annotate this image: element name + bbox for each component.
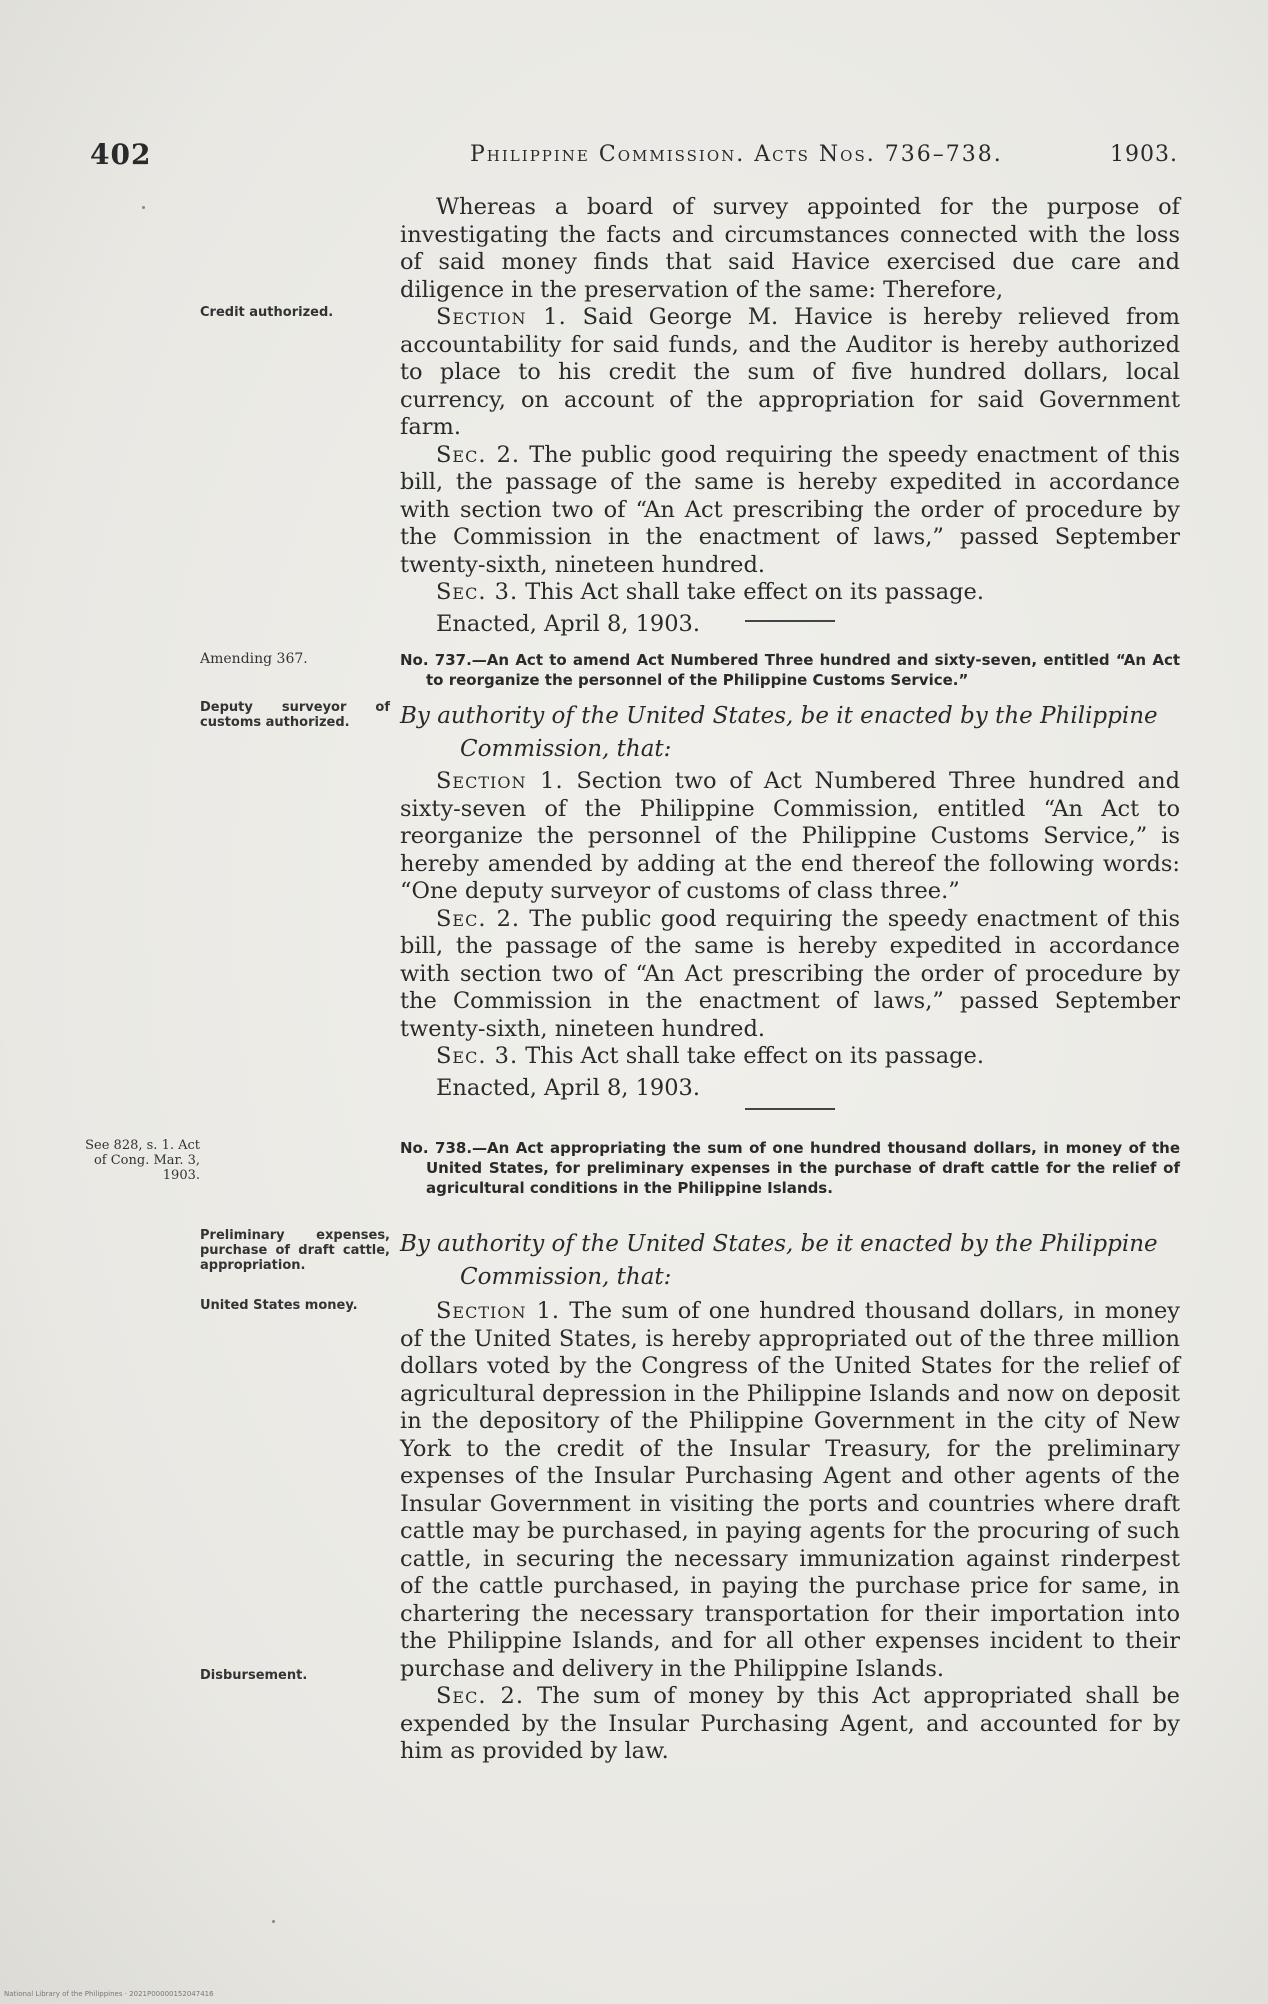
section-label: Sec. 2. — [436, 905, 521, 932]
act-738-title — [400, 1138, 1180, 1198]
section-label: Sec. 3. — [436, 1043, 519, 1069]
scan-stamp: National Library of the Philippines · 2021P00000152047416 — [4, 1990, 214, 1998]
section-label: Sec. 2. — [436, 1683, 525, 1709]
section-text: The public good requiring the speedy enactment of this bill, the passage of the same is hereby expedited in accordance with section two of “An Act prescribing the order of procedure by the Commission in the enactment of laws,” passed September twenty-sixth, nineteen hundred. — [400, 905, 1181, 1042]
margin-note-united-states-money: United States money. — [200, 1298, 358, 1313]
act-737-enacted: Enacted, April 8, 1903. — [436, 1074, 700, 1101]
act-738-section-1 — [400, 1298, 1180, 1683]
act-736-section-3 — [400, 579, 1180, 607]
act-736-section-1 — [400, 304, 1180, 442]
enacting-line-1: By authority of the United States, be it enacted by the Philippine — [400, 1231, 1158, 1257]
act-737-body — [400, 768, 1180, 1102]
page-header — [90, 138, 1178, 178]
margin-note-see-828: See 828, s. 1. Act of Cong. Mar. 3, 1903. — [85, 1138, 200, 1183]
section-label: Section 1. — [436, 1298, 561, 1324]
section-label: Section 1. — [436, 768, 564, 794]
section-divider — [745, 620, 835, 622]
section-text: This Act shall take effect on its passage. — [525, 1043, 984, 1069]
enacting-line-2: Commission, that: — [460, 1264, 672, 1290]
act-737-enacting-clause — [400, 700, 1180, 766]
act-737-title — [400, 650, 1180, 690]
page-number: 402 — [90, 138, 152, 171]
act-738-section-2 — [400, 1683, 1180, 1766]
act-738-title-text: No. 738.—An Act appropriating the sum of one hundred thousand dollars, in money of the United States, for preliminary expenses in the purchase of draft cattle for the relief of agricultural conditions in the Philippine Islands. — [400, 1139, 1180, 1197]
act-736-enacted: Enacted, April 8, 1903. — [436, 610, 700, 637]
section-text: Section two of Act Numbered Three hundred and sixty-seven of the Philippine Commission, entitled “An Act to reorganize the personnel of the Philippine Customs Service,” is hereby amended by adding at the end thereof the following words: “One deputy surveyor of customs of class three.” — [400, 768, 1180, 904]
section-text: The sum of money by this Act appropriated shall be expended by the Insular Purchasing Agent, and accounted for by him as provided by law. — [400, 1683, 1180, 1764]
margin-note-disbursement: Disbursement. — [200, 1668, 308, 1683]
act-737-section-2 — [400, 906, 1180, 1044]
speck — [272, 1920, 275, 1923]
enacting-line-1: By authority of the United States, be it enacted by the Philippine — [400, 703, 1158, 729]
section-label: Section 1. — [436, 304, 567, 330]
section-label: Sec. 2. — [436, 441, 521, 468]
section-text: This Act shall take effect on its passage. — [525, 579, 984, 605]
whereas-clause: Whereas a board of survey appointed for the purpose of investigating the facts and circumstances connected with the loss of said money finds that said Havice exercised due care and diligence in the preservation of the same: Therefore, — [400, 194, 1180, 303]
act-737-title-text: No. 737.—An Act to amend Act Numbered Three hundred and sixty-seven, entitled “An Act to reorganize the personnel of the Philippine Customs Service.” — [400, 651, 1180, 689]
margin-note-amending-367: Amending 367. — [200, 651, 308, 667]
act-737-section-3 — [400, 1043, 1180, 1071]
act-736-section-2 — [400, 442, 1180, 580]
section-divider — [745, 1108, 835, 1110]
speck — [142, 206, 145, 209]
section-text: Said George M. Havice is hereby relieved from accountability for said funds, and the Auditor is hereby authorized to place to his credit the sum of five hundred dollars, local currency, on account of the appropriation for said Government farm. — [400, 304, 1180, 440]
act-737-section-1 — [400, 768, 1180, 906]
section-label: Sec. 3. — [436, 579, 519, 605]
margin-note-credit-authorized: Credit authorized. — [200, 305, 334, 320]
running-year: 1903. — [1110, 142, 1178, 167]
running-head: Philippine Commission. Acts Nos. 736–738. — [470, 142, 1003, 167]
section-text: The sum of one hundred thousand dollars, in money of the United States, is hereby appropriated out of the three million dollars voted by the Congress of the United States for the relief of agricultural depression in the Philippine Islands and now on deposit in the depository of the Philippine Government in the city of New York to the credit of the Insular Treasury, for the preliminary expenses of the Insular Purchasing Agent and other agents of the Insular Government in visiting the ports and countries where draft cattle may be purchased, in paying agents for the procuring of such cattle, in securing the necessary immunization against rinderpest of the cattle purchased, in paying the purchase price for same, in chartering the necessary transportation for their importation into the Philippine Islands, and for all other expenses incident to their purchase and delivery in the Philippine Islands. — [400, 1298, 1181, 1682]
margin-note-deputy-surveyor: Deputy surveyor of customs authorized. — [200, 700, 390, 730]
act-738-body — [400, 1298, 1180, 1766]
enacting-line-2: Commission, that: — [460, 736, 672, 762]
act-736-continuation — [400, 194, 1180, 638]
margin-note-preliminary-expenses: Preliminary expenses, purchase of draft cattle, appropriation. — [200, 1228, 390, 1273]
act-738-enacting-clause — [400, 1228, 1180, 1294]
section-text: The public good requiring the speedy enactment of this bill, the passage of the same is hereby expedited in accordance with section two of “An Act prescribing the order of procedure by the Commission in the enactment of laws,” passed September twenty-sixth, nineteen hundred. — [400, 441, 1181, 578]
